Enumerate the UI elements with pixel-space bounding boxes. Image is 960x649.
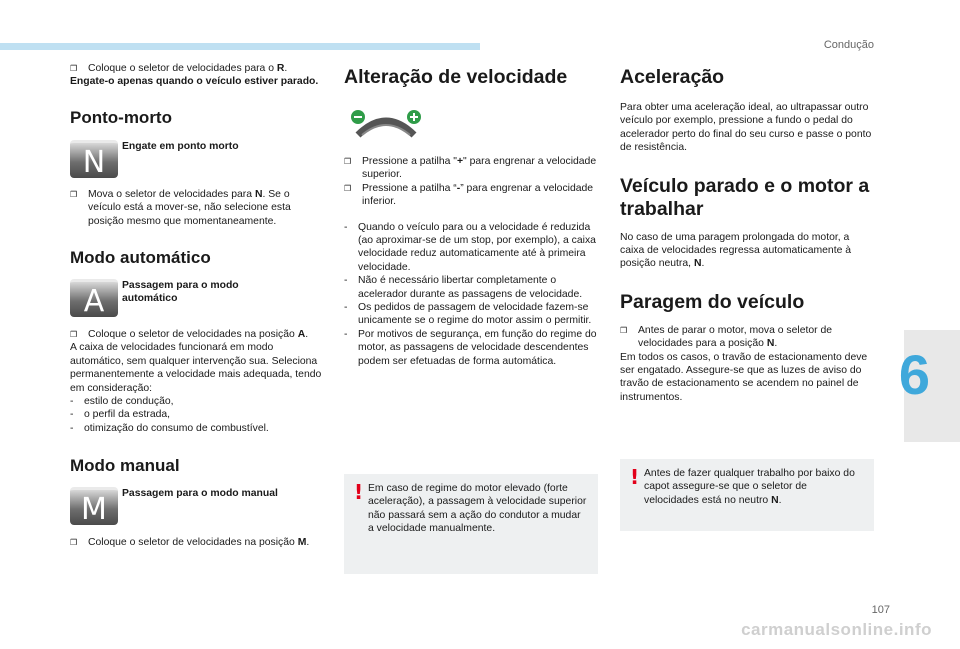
exclamation-icon: ! (630, 465, 640, 489)
square-bullet-icon: ❒ (70, 538, 78, 548)
square-bullet-icon: ❒ (344, 157, 352, 166)
gearchange-heading: Alteração de velocidade (344, 66, 568, 88)
column-middle (344, 62, 600, 368)
intro-bold: Engate-o apenas quando o veículo estiver parado. (70, 76, 319, 88)
neutral-text: ❒ Mova o seletor de velocidades para N. Se o veículo está a mover-se, não selecione esta posição mesmo que momentaneamente. (70, 188, 291, 227)
downshift-bullet: ❒ Pressione a patilha “-” para engrenar a velocidade inferior. (344, 182, 594, 208)
stopped-heading: Veículo parado e o motor a trabalhar (620, 174, 870, 220)
list-item: - Os pedidos de passagem de velocidade fazem-se unicamente se o regime do motor assim o permitir. (344, 302, 592, 327)
square-bullet-icon: ❒ (70, 189, 78, 199)
auto-caption: Passagem para o modo automático (122, 280, 239, 305)
square-bullet-icon: ❒ (70, 64, 78, 73)
footer-watermark: carmanualsonline.info (741, 620, 932, 639)
park-text: Em todos os casos, o travão de estacionamento deve ser engatado. Assegure-se que as luzes de aviso do travão de estacionamento se acendem no painel de instrumentos. (620, 351, 868, 403)
list-item: - o perfil da estrada, (70, 409, 171, 421)
stopped-text: No caso de uma paragem prolongada do motor, a caixa de velocidades regressa automaticamente à posição neutra, N. (620, 231, 852, 270)
auto-figure (70, 279, 324, 319)
section-title: Condução (823, 39, 874, 51)
square-bullet-icon: ❒ (620, 325, 628, 335)
gear-n-icon: N (70, 140, 118, 178)
manual-figure (70, 487, 324, 527)
neutral-heading: Ponto-morto (70, 107, 172, 127)
gear-m-icon: M (70, 487, 118, 525)
exclamation-icon: ! (354, 480, 364, 504)
chapter-number: 6 (898, 343, 930, 406)
auto-text: ❒ Coloque o seletor de velocidades na posição A. (70, 329, 309, 341)
list-item: - estilo de condução, (70, 396, 174, 408)
warning-box-gearchange: ! Em caso de regime do motor elevado (forte aceleração), a passagem à velocidade superior não passará sem a ação do condutor a mudar a velocidade manualmente. (344, 474, 598, 574)
list-item: - Não é necessário libertar completamente o acelerador durante as passagens de velocidade. (344, 275, 583, 300)
square-bullet-icon: ❒ (70, 330, 78, 340)
list-item: - Quando o veículo para ou a velocidade é reduzida (ao aproximar-se de um stop, por exemplo), a caixa velocidade reduz automaticamente até à primeira velocidade. (344, 221, 596, 273)
manual-text: ❒ Coloque o seletor de velocidades na posição M. (70, 537, 310, 549)
neutral-caption: Engate em ponto morto (122, 140, 239, 152)
park-heading: Paragem do veículo (620, 290, 805, 313)
column-right (620, 62, 876, 404)
park-bullet: ❒ Antes de parar o motor, mova o seletor de velocidades para a posição N. (620, 324, 833, 350)
accel-text: Para obter uma aceleração ideal, ao ultrapassar outro veículo por exemplo, pressione a fundo o pedal do acelerador perto do final do seu curso e passe o ponto de resistência. (620, 102, 872, 154)
auto-para: A caixa de velocidades funcionará em modo automático, sem qualquer intervenção sua. Seleciona permanentemente a velocidade mais adequada, tendo em consideração: (70, 342, 322, 394)
column-left (70, 62, 324, 550)
neutral-figure (70, 140, 324, 180)
auto-heading: Modo automático (70, 248, 211, 268)
gear-a-icon: A (70, 279, 118, 317)
intro-bullet: ❒ Coloque o seletor de velocidades para o R. (70, 63, 288, 74)
steering-paddles-icon (348, 105, 424, 143)
list-item: - otimização do consumo de combustível. (70, 422, 269, 434)
manual-caption: Passagem para o modo manual (122, 488, 278, 500)
square-bullet-icon: ❒ (344, 183, 352, 193)
upshift-bullet: ❒ Pressione a patilha "+" para engrenar a velocidade superior. (344, 156, 597, 181)
page-number: 107 (871, 604, 890, 616)
header-bar (0, 43, 480, 50)
accel-heading: Aceleração (620, 66, 725, 88)
list-item: - Por motivos de segurança, em função do regime do motor, as passagens de velocidade descendentes podem ser efetuadas de forma automática. (344, 328, 597, 367)
warning-box-neutral: ! Antes de fazer qualquer trabalho por baixo do capot assegure-se que o seletor de velocidades está no neutro N. (620, 459, 874, 531)
manual-heading: Modo manual (70, 456, 180, 476)
